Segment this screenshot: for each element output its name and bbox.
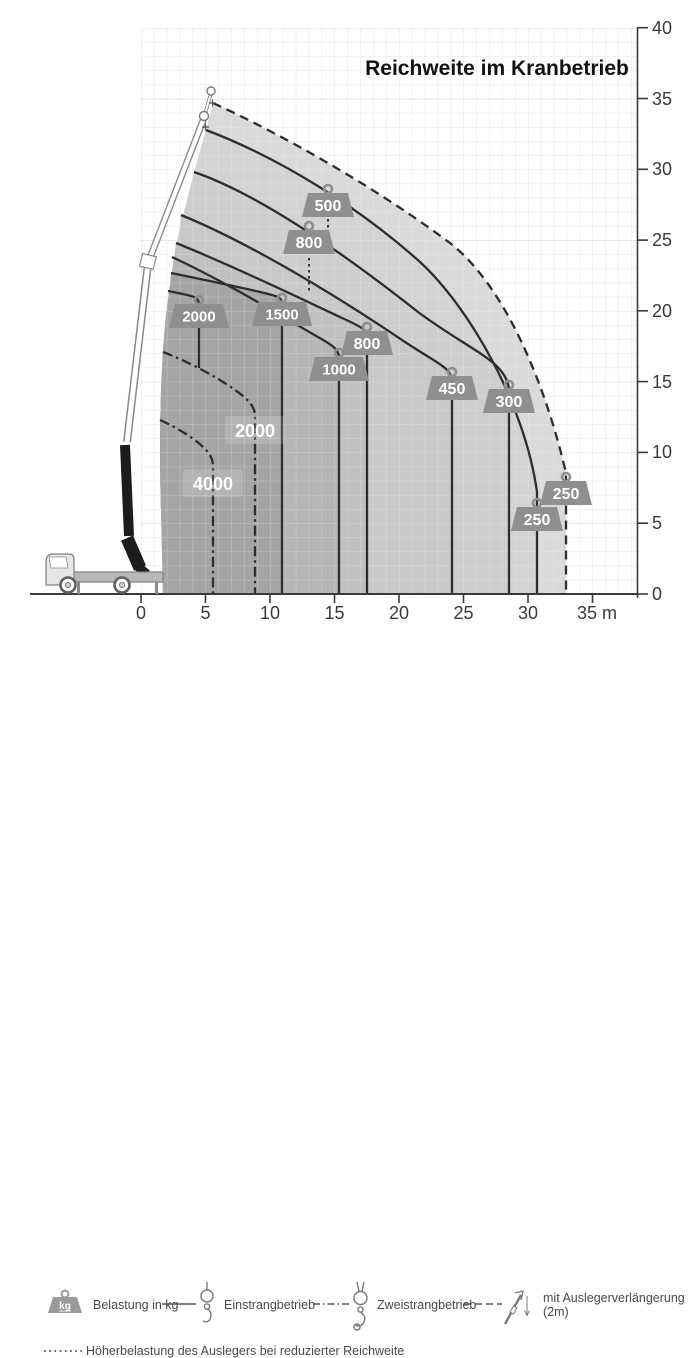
y-tick-label-25: 25 [652,230,673,250]
outrigger-front [77,582,80,594]
dash-dot-line-sample [313,1300,349,1308]
load-label-2000-plain [225,416,285,444]
boom-collar [140,253,157,269]
legend-label-ausleger-line2: (2m) [543,1305,569,1319]
solid-line-sample [162,1300,196,1308]
boom-tip [200,112,209,121]
svg-text:kg: kg [59,1301,71,1312]
cab-window [49,557,68,568]
svg-text:450: 450 [438,381,466,398]
svg-text:1500: 1500 [265,306,299,324]
svg-text:800: 800 [353,336,381,353]
legend-label-zweistrang: Zweistrangbetrieb [377,1298,477,1312]
svg-text:1000: 1000 [322,361,356,379]
load-label-4000 [183,469,243,497]
svg-text:800: 800 [295,235,323,252]
two-line-hook-icon [349,1282,373,1332]
extension-tip [207,87,215,95]
outrigger-rear [155,582,158,594]
x-tick-label-10: 10 [259,603,281,623]
weight-kg-icon [44,1288,86,1318]
y-tick-label-0: 0 [652,584,663,604]
x-tick-label-30: 30 [517,603,539,623]
svg-text:250: 250 [552,486,580,503]
x-tick-label-25: 25 [453,603,474,623]
x-tick-label-5: 5 [200,603,211,623]
y-tick-label-20: 20 [652,301,673,321]
dashed-line-sample [464,1300,502,1308]
legend-label-ausleger [543,1291,685,1319]
legend-label-belastung: Belastung in kg [93,1298,179,1312]
legend [0,640,693,1358]
boom-extension-icon [500,1284,534,1330]
x-tick-label-35: 35 m [576,603,618,623]
x-tick-label-15: 15 [324,603,345,623]
y-tick-label-30: 30 [652,159,673,179]
svg-text:4000: 4000 [192,474,234,494]
svg-text:250: 250 [523,512,551,529]
page-title: Reichweite im Kranbetrieb [365,57,629,80]
legend-label-einstrang: Einstrangbetrieb [224,1298,316,1312]
legend-label-hoeherbelastung: Höherbelastung des Auslegers bei reduzierter Reichweite [86,1344,405,1358]
x-tick-label-20: 20 [388,603,410,623]
dotted-line-sample [44,1347,82,1355]
y-tick-label-10: 10 [652,442,673,462]
x-tick-label-0: 0 [135,603,147,623]
svg-text:300: 300 [495,394,523,411]
svg-text:2000: 2000 [234,421,276,441]
y-tick-label-15: 15 [652,372,673,392]
y-tick-label-40: 40 [652,18,673,38]
svg-text:2000: 2000 [182,308,216,326]
y-tick-label-5: 5 [652,513,663,533]
legend-label-ausleger-line1: mit Auslegerverlängerung [543,1291,685,1305]
y-tick-label-35: 35 [652,89,673,109]
svg-text:500: 500 [314,198,342,215]
single-line-hook-icon [196,1282,218,1328]
